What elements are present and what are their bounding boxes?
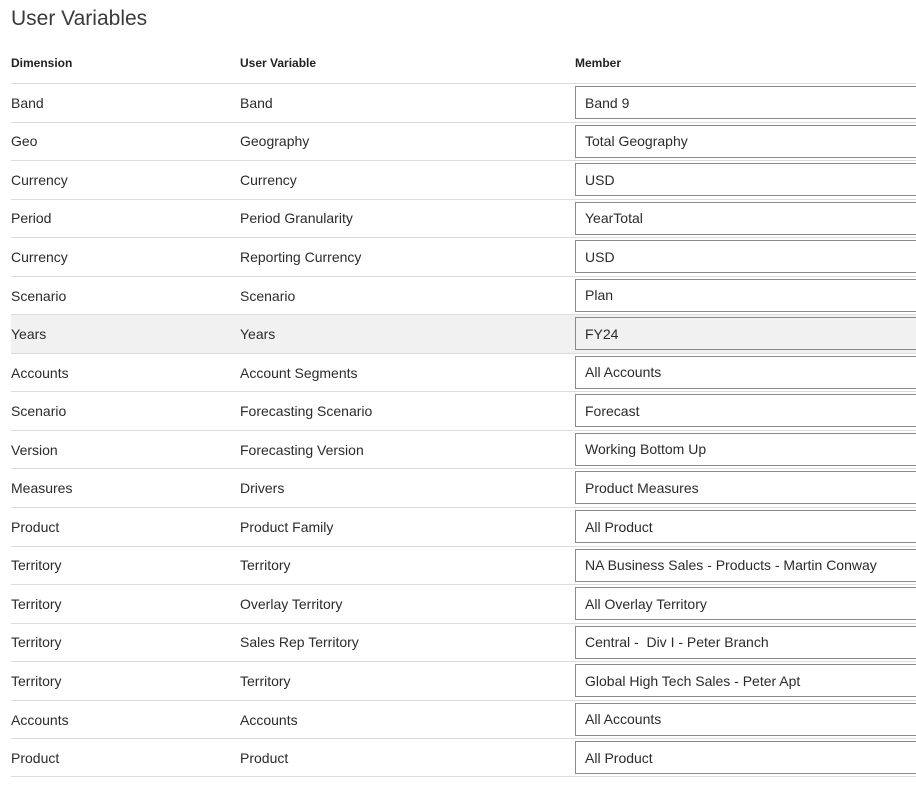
dimension-cell: Currency [11, 171, 68, 188]
table-row [11, 661, 916, 700]
column-header-dimension: Dimension [11, 56, 73, 70]
page-title: User Variables [11, 7, 148, 30]
member-field[interactable]: All Accounts [575, 703, 916, 736]
member-field[interactable]: FY24 [575, 317, 916, 350]
table-row [11, 237, 916, 276]
member-field[interactable]: USD [575, 163, 916, 196]
dimension-cell: Version [11, 441, 58, 458]
table-row [11, 507, 916, 546]
dimension-cell: Years [11, 326, 47, 343]
dimension-cell: Territory [11, 672, 62, 689]
table-row [11, 430, 916, 469]
user-variables-table [11, 83, 916, 777]
member-field[interactable]: Central - Div I - Peter Branch [575, 626, 916, 659]
column-header-member: Member [575, 56, 622, 70]
dimension-cell: Band [11, 94, 44, 111]
dimension-cell: Geo [11, 133, 38, 150]
table-row [11, 468, 916, 507]
dimension-cell: Scenario [11, 287, 67, 304]
member-field[interactable]: All Accounts [575, 356, 916, 389]
user-variable-cell: Overlay Territory [240, 595, 343, 612]
member-field[interactable]: Product Measures [575, 471, 916, 504]
member-field[interactable]: Global High Tech Sales - Peter Apt [575, 664, 916, 697]
dimension-cell: Territory [11, 634, 62, 651]
dimension-cell: Accounts [11, 364, 69, 381]
table-row [11, 623, 916, 662]
user-variable-cell: Geography [240, 133, 310, 150]
member-field[interactable]: Working Bottom Up [575, 433, 916, 466]
member-field[interactable]: All Overlay Territory [575, 587, 916, 620]
user-variable-cell: Period Granularity [240, 210, 353, 227]
user-variable-cell: Drivers [240, 480, 285, 497]
table-row [11, 353, 916, 392]
table-row [11, 122, 916, 161]
dimension-cell: Currency [11, 248, 68, 265]
user-variable-cell: Sales Rep Territory [240, 634, 359, 651]
member-field[interactable]: Total Geography [575, 125, 916, 158]
table-header [11, 56, 916, 76]
user-variable-cell: Product Family [240, 518, 334, 535]
member-field[interactable]: All Product [575, 510, 916, 543]
dimension-cell: Scenario [11, 403, 67, 420]
user-variable-cell: Product [240, 749, 289, 766]
user-variable-cell: Territory [240, 672, 291, 689]
user-variable-cell: Forecasting Version [240, 441, 364, 458]
table-row [11, 700, 916, 739]
member-field[interactable]: USD [575, 240, 916, 273]
table-row-highlighted [11, 314, 916, 353]
member-field[interactable]: YearTotal [575, 202, 916, 235]
user-variable-cell: Currency [240, 171, 297, 188]
member-field[interactable]: Plan [575, 279, 916, 312]
table-row [11, 199, 916, 238]
member-field[interactable]: Forecast [575, 394, 916, 427]
user-variable-cell: Accounts [240, 711, 298, 728]
dimension-cell: Measures [11, 480, 73, 497]
dimension-cell: Product [11, 749, 60, 766]
table-row [11, 83, 916, 122]
dimension-cell: Product [11, 518, 60, 535]
member-field[interactable]: All Product [575, 741, 916, 774]
user-variable-cell: Territory [240, 557, 291, 574]
table-row [11, 738, 916, 777]
dimension-cell: Accounts [11, 711, 69, 728]
table-row [11, 160, 916, 199]
dimension-cell: Territory [11, 595, 62, 612]
dimension-cell: Territory [11, 557, 62, 574]
user-variable-cell: Band [240, 94, 273, 111]
user-variable-cell: Forecasting Scenario [240, 403, 373, 420]
table-row [11, 584, 916, 623]
member-field[interactable]: NA Business Sales - Products - Martin Conway [575, 549, 916, 582]
table-row [11, 391, 916, 430]
user-variable-cell: Account Segments [240, 364, 358, 381]
user-variable-cell: Years [240, 326, 276, 343]
member-field[interactable]: Band 9 [575, 86, 916, 119]
column-header-user-variable: User Variable [240, 56, 317, 70]
user-variable-cell: Scenario [240, 287, 296, 304]
table-row [11, 546, 916, 585]
table-row [11, 276, 916, 315]
user-variable-cell: Reporting Currency [240, 248, 362, 265]
dimension-cell: Period [11, 210, 52, 227]
